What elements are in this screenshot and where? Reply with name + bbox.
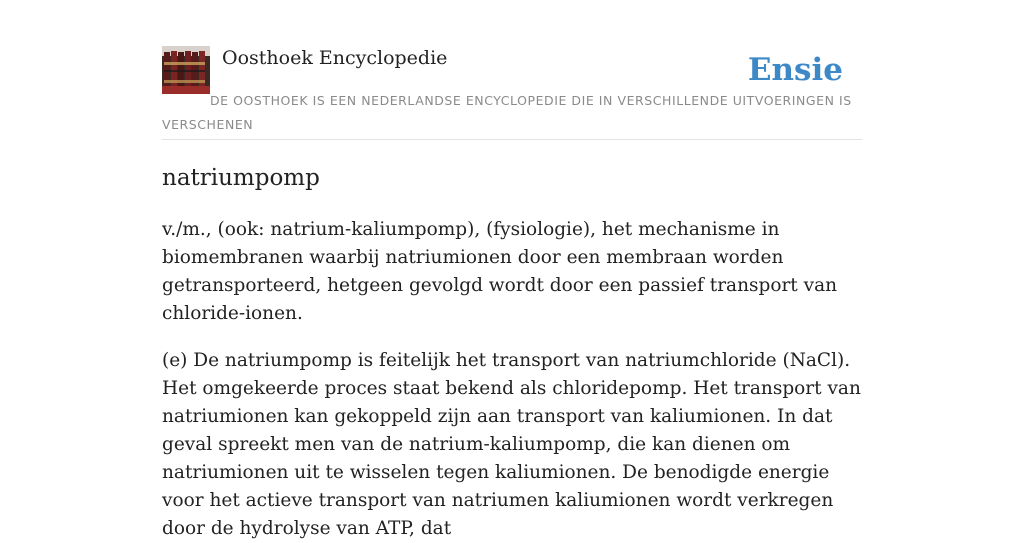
article-paragraph: (e) De natriumpomp is feitelijk het transport van natriumchloride (NaCl). Het omgekeerde proces staat bekend als chloridepomp. Het transport van natriumionen kan gekoppeld zijn aan transport van kaliumionen. In dat geval spreekt men van de natrium-kaliumpomp, die kan dienen om natriumionen uit te wisselen tegen kaliumionen. De benodigde energie voor het actieve transport van natriumen kaliumionen wordt verkregen door de hydrolyse van ATP, dat <box>162 350 861 539</box>
book-spines-icon[interactable] <box>162 46 210 94</box>
article-paragraph: v./m., (ook: natrium-kaliumpomp), (fysiologie), het mechanisme in biomembranen waarbij natriumionen door een membraan worden getransporteerd, hetgeen gevolgd wordt door een passief transport van chloride-ionen. <box>162 219 838 324</box>
site-name-link[interactable]: Oosthoek Encyclopedie <box>222 47 448 69</box>
brand-logo-link[interactable]: Ensie <box>747 52 843 88</box>
page-container <box>162 0 862 539</box>
header-divider <box>162 139 862 140</box>
article-title: natriumpomp <box>162 165 320 191</box>
site-tagline: DE OOSTHOEK IS EEN NEDERLANDSE ENCYCLOPEDIE DIE IN VERSCHILLENDE UITVOERINGEN IS VERSCHENEN <box>162 93 852 132</box>
